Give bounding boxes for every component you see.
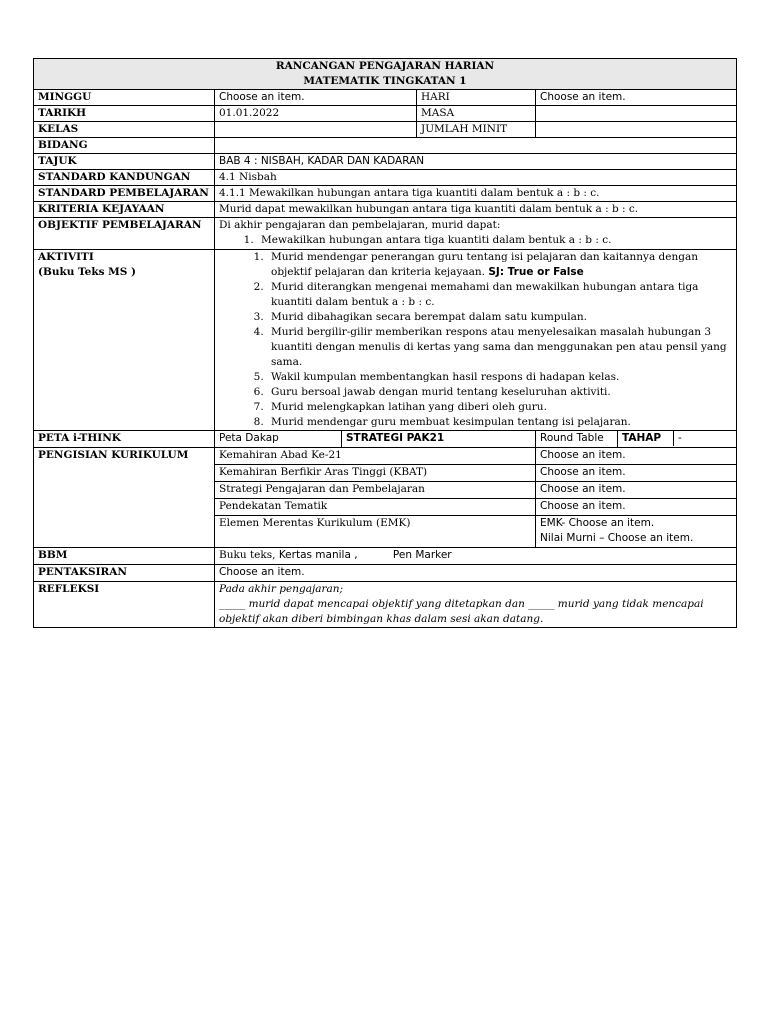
pengisian-item-value[interactable]: Choose an item.	[536, 448, 737, 465]
tarikh-field[interactable]: 01.01.2022	[215, 106, 417, 122]
pengisian-label: PENGISIAN KURIKULUM	[34, 448, 215, 548]
tajuk-label: TAJUK	[34, 154, 215, 170]
aktiviti-label-line-1: AKTIVITI	[38, 251, 94, 263]
aktiviti-item: 6. Guru bersoal jawab dengan murid tentang keseluruhan aktiviti.	[267, 385, 732, 400]
kriteria-kejayaan-field[interactable]: Murid dapat mewakilkan hubungan antara tiga kuantiti dalam bentuk a : b : c.	[215, 202, 737, 218]
pengisian-item-value[interactable]: Choose an item.	[536, 499, 737, 516]
standard-pembelajaran-field[interactable]: 4.1.1 Mewakilkan hubungan antara tiga kuantiti dalam bentuk a : b : c.	[215, 186, 737, 202]
tajuk-field[interactable]: BAB 4 : NISBAH, KADAR DAN KADARAN	[215, 154, 737, 170]
masa-label: MASA	[417, 106, 536, 122]
aktiviti-item: 7. Murid melengkapkan latihan yang diberi oleh guru.	[267, 400, 732, 415]
aktiviti-item: 3. Murid dibahagikan secara berempat dalam satu kumpulan.	[267, 310, 732, 325]
refleksi-label: REFLEKSI	[34, 582, 215, 628]
objektif-item: 1. Mewakilkan hubungan antara tiga kuantiti dalam bentuk a : b : c.	[257, 233, 732, 248]
aktiviti-label-line-2: (Buku Teks MS )	[38, 266, 137, 278]
peta-label: PETA i-THINK	[34, 431, 215, 448]
aktiviti-item: 8. Murid mendengar guru membuat kesimpulan tentang isi pelajaran.	[267, 415, 732, 430]
bbm-item: Pen Marker	[392, 549, 452, 561]
refleksi-line-2: _____ murid dapat mencapai objektif yang ditetapkan dan _____ murid yang tidak mencapai objektif akan diberi bimbingan khas dalam sesi akan datang.	[219, 598, 704, 625]
tahap-cell	[618, 431, 737, 448]
objektif-field[interactable]	[215, 218, 737, 250]
pentaksiran-label: PENTAKSIRAN	[34, 565, 215, 582]
jumlah-minit-label: JUMLAH MINIT	[417, 122, 536, 138]
kelas-field[interactable]	[215, 122, 417, 138]
standard-kandungan-field[interactable]: 4.1 Nisbah	[215, 170, 737, 186]
hari-field[interactable]: Choose an item.	[536, 90, 737, 106]
emk-name: Elemen Merentas Kurikulum (EMK)	[215, 516, 536, 548]
objektif-label: OBJEKTIF PEMBELAJARAN	[34, 218, 215, 250]
aktiviti-label	[34, 250, 215, 431]
strategi-label: STRATEGI PAK21	[342, 431, 536, 448]
aktiviti-item-text: Murid mendengar penerangan guru tentang isi pelajaran dan kaitannya dengan objektif pelajaran dan kriteria kejayaan.	[271, 251, 698, 278]
tahap-label: TAHAP	[618, 431, 674, 446]
standard-kandungan-label: STANDARD KANDUNGAN	[34, 170, 215, 186]
aktiviti-item	[267, 250, 732, 280]
kelas-label: KELAS	[34, 122, 215, 138]
aktiviti-list	[219, 250, 732, 430]
refleksi-line-1: Pada akhir pengajaran;	[219, 583, 344, 595]
pengisian-item-name: Kemahiran Berfikir Aras Tinggi (KBAT)	[215, 465, 536, 482]
sj-label: SJ: True or False	[488, 266, 584, 278]
lesson-plan-table	[33, 58, 737, 628]
bidang-label: BIDANG	[34, 138, 215, 154]
nilai-murni-value: Nilai Murni – Choose an item.	[540, 532, 694, 544]
jumlah-minit-field[interactable]	[536, 122, 737, 138]
tarikh-label: TARIKH	[34, 106, 215, 122]
masa-field[interactable]	[536, 106, 737, 122]
pengisian-item-value[interactable]: Choose an item.	[536, 465, 737, 482]
pengisian-item-name: Pendekatan Tematik	[215, 499, 536, 516]
emk-value: EMK- Choose an item.	[540, 517, 655, 529]
standard-pembelajaran-label: STANDARD PEMBELAJARAN	[34, 186, 215, 202]
bbm-label: BBM	[34, 548, 215, 565]
document-title	[34, 59, 737, 90]
emk-field[interactable]	[536, 516, 737, 548]
pengisian-item-name: Kemahiran Abad Ke-21	[215, 448, 536, 465]
title-line-2: MATEMATIK TINGKATAN 1	[303, 75, 467, 87]
bbm-item: Buku teks,	[219, 549, 276, 561]
aktiviti-field[interactable]	[215, 250, 737, 431]
aktiviti-item: 2. Murid diterangkan mengenai memahami dan mewakilkan hubungan antara tiga kuantiti dalam bentuk a : b : c.	[267, 280, 732, 310]
pentaksiran-field[interactable]: Choose an item.	[215, 565, 737, 582]
title-line-1: RANCANGAN PENGAJARAN HARIAN	[275, 60, 495, 72]
bidang-field[interactable]	[215, 138, 737, 154]
tahap-field[interactable]: -	[678, 432, 682, 444]
bbm-field[interactable]	[215, 548, 737, 565]
minggu-label: MINGGU	[34, 90, 215, 106]
aktiviti-item: 4. Murid bergilir-gilir memberikan respons atau menyelesaikan masalah hubungan 3 kuantiti dengan menulis di kertas yang sama dan menggunakan pen atau pensil yang sama.	[267, 325, 732, 370]
strategi-field[interactable]: Round Table	[536, 431, 618, 448]
pengisian-item-name: Strategi Pengajaran dan Pembelajaran	[215, 482, 536, 499]
aktiviti-item: 5. Wakil kumpulan membentangkan hasil respons di hadapan kelas.	[267, 370, 732, 385]
peta-field[interactable]: Peta Dakap	[215, 431, 342, 448]
refleksi-field[interactable]	[215, 582, 737, 628]
minggu-field[interactable]: Choose an item.	[215, 90, 417, 106]
objektif-intro: Di akhir pengajaran dan pembelajaran, murid dapat:	[219, 219, 501, 231]
hari-label: HARI	[417, 90, 536, 106]
kriteria-kejayaan-label: KRITERIA KEJAYAAN	[34, 202, 215, 218]
pengisian-item-value[interactable]: Choose an item.	[536, 482, 737, 499]
bbm-item: Kertas manila ,	[278, 549, 358, 561]
